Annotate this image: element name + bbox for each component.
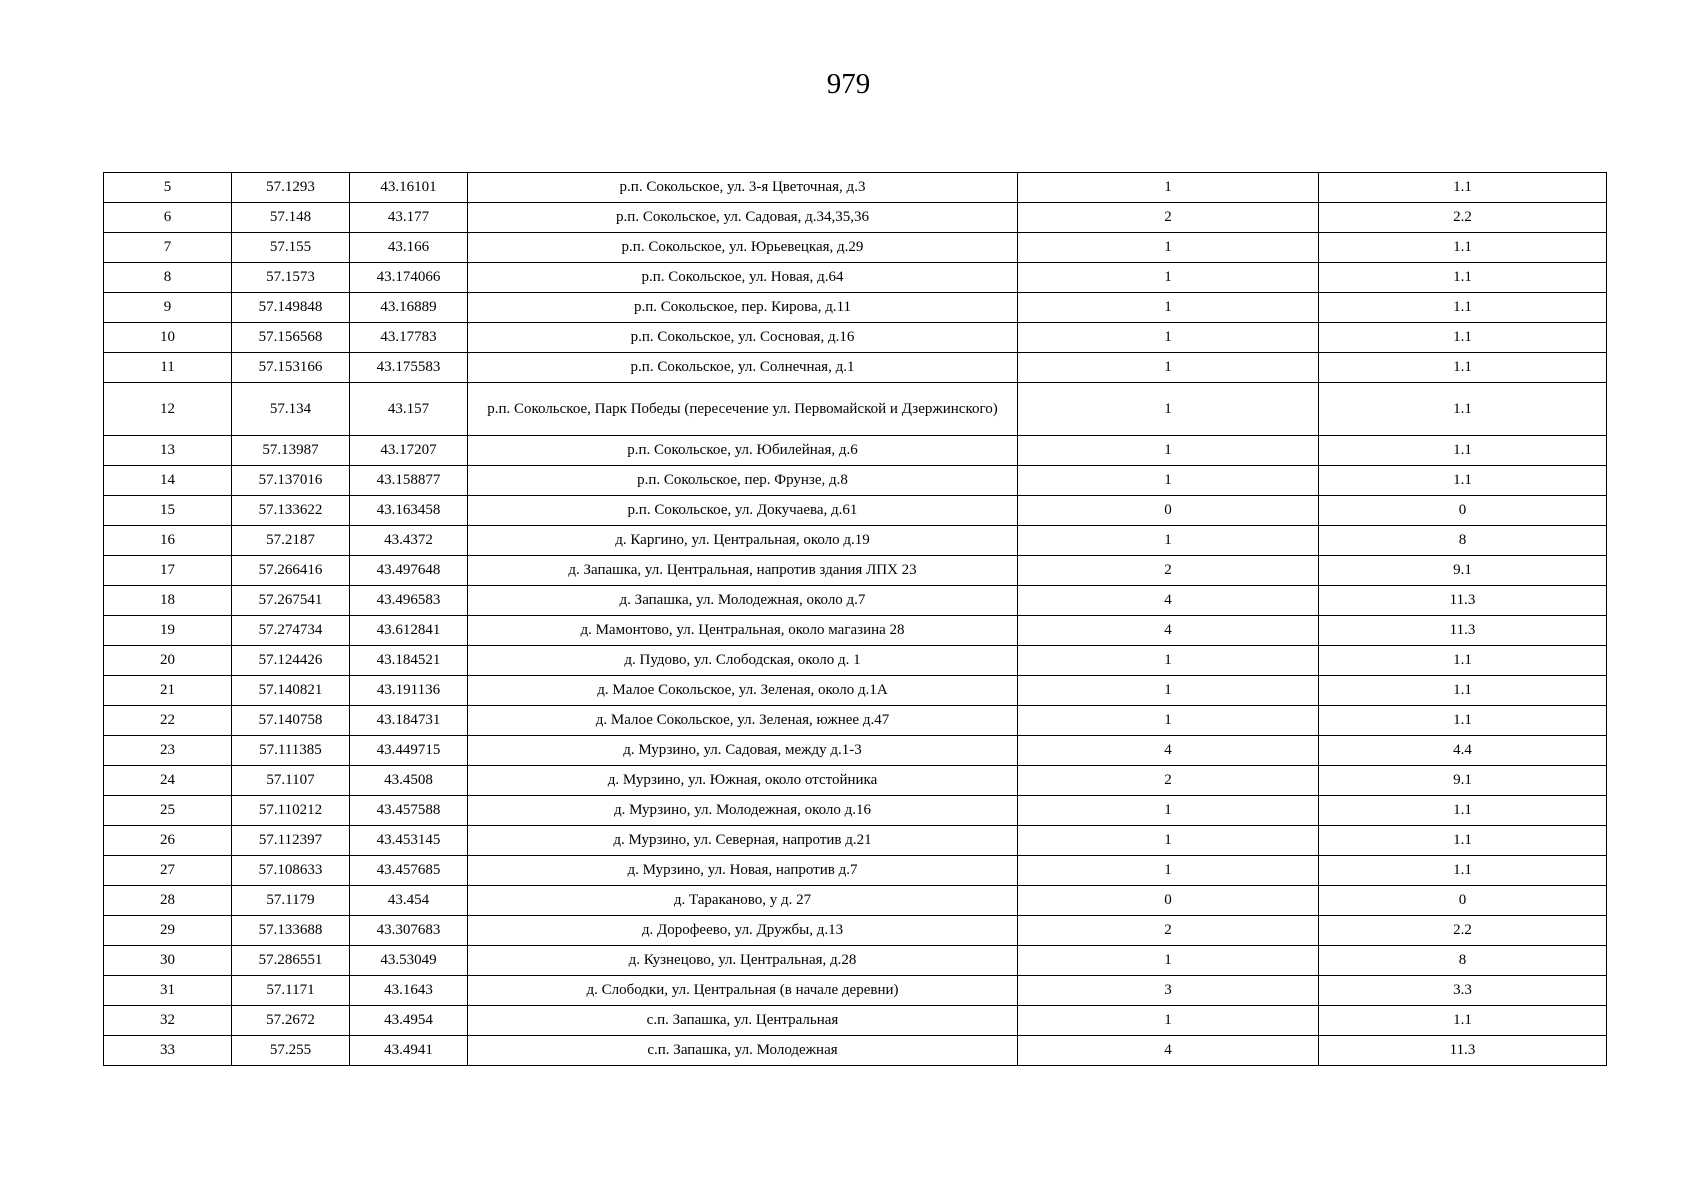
volume-cell: 1.1 (1319, 293, 1607, 323)
row-number-cell: 33 (104, 1036, 232, 1066)
count-cell: 3 (1018, 976, 1319, 1006)
address-cell: д. Дорофеево, ул. Дружбы, д.13 (468, 916, 1018, 946)
volume-cell: 1.1 (1319, 353, 1607, 383)
address-cell: р.п. Сокольское, ул. Сосновая, д.16 (468, 323, 1018, 353)
count-cell: 1 (1018, 466, 1319, 496)
row-number-cell: 20 (104, 646, 232, 676)
volume-cell: 2.2 (1319, 203, 1607, 233)
table-row (104, 766, 1607, 796)
volume-cell: 1.1 (1319, 706, 1607, 736)
volume-cell: 1.1 (1319, 173, 1607, 203)
latitude-cell: 57.140821 (232, 676, 350, 706)
longitude-cell: 43.158877 (350, 466, 468, 496)
address-cell: р.п. Сокольское, ул. Юбилейная, д.6 (468, 436, 1018, 466)
table-row (104, 203, 1607, 233)
count-cell: 1 (1018, 1006, 1319, 1036)
row-number-cell: 31 (104, 976, 232, 1006)
latitude-cell: 57.267541 (232, 586, 350, 616)
table-row (104, 1036, 1607, 1066)
latitude-cell: 57.148 (232, 203, 350, 233)
address-cell: д. Мурзино, ул. Северная, напротив д.21 (468, 826, 1018, 856)
row-number-cell: 15 (104, 496, 232, 526)
longitude-cell: 43.163458 (350, 496, 468, 526)
row-number-cell: 8 (104, 263, 232, 293)
row-number-cell: 27 (104, 856, 232, 886)
latitude-cell: 57.1179 (232, 886, 350, 916)
row-number-cell: 10 (104, 323, 232, 353)
row-number-cell: 25 (104, 796, 232, 826)
address-cell: д. Тараканово, у д. 27 (468, 886, 1018, 916)
latitude-cell: 57.286551 (232, 946, 350, 976)
latitude-cell: 57.112397 (232, 826, 350, 856)
latitude-cell: 57.266416 (232, 556, 350, 586)
table-row (104, 436, 1607, 466)
longitude-cell: 43.457685 (350, 856, 468, 886)
longitude-cell: 43.184731 (350, 706, 468, 736)
count-cell: 2 (1018, 766, 1319, 796)
longitude-cell: 43.177 (350, 203, 468, 233)
data-table (103, 172, 1607, 1066)
count-cell: 1 (1018, 526, 1319, 556)
table-row (104, 976, 1607, 1006)
count-cell: 1 (1018, 946, 1319, 976)
table-row (104, 173, 1607, 203)
row-number-cell: 26 (104, 826, 232, 856)
count-cell: 1 (1018, 856, 1319, 886)
longitude-cell: 43.16101 (350, 173, 468, 203)
latitude-cell: 57.140758 (232, 706, 350, 736)
longitude-cell: 43.4954 (350, 1006, 468, 1036)
volume-cell: 1.1 (1319, 826, 1607, 856)
latitude-cell: 57.1573 (232, 263, 350, 293)
latitude-cell: 57.110212 (232, 796, 350, 826)
row-number-cell: 30 (104, 946, 232, 976)
address-cell: д. Слободки, ул. Центральная (в начале деревни) (468, 976, 1018, 1006)
row-number-cell: 18 (104, 586, 232, 616)
longitude-cell: 43.497648 (350, 556, 468, 586)
page-number: 979 (826, 68, 871, 100)
latitude-cell: 57.13987 (232, 436, 350, 466)
volume-cell: 1.1 (1319, 856, 1607, 886)
latitude-cell: 57.111385 (232, 736, 350, 766)
row-number-cell: 7 (104, 233, 232, 263)
latitude-cell: 57.2187 (232, 526, 350, 556)
volume-cell: 8 (1319, 946, 1607, 976)
count-cell: 4 (1018, 1036, 1319, 1066)
row-number-cell: 9 (104, 293, 232, 323)
table-row (104, 796, 1607, 826)
address-cell: д. Малое Сокольское, ул. Зеленая, южнее д.47 (468, 706, 1018, 736)
longitude-cell: 43.53049 (350, 946, 468, 976)
latitude-cell: 57.1107 (232, 766, 350, 796)
longitude-cell: 43.4508 (350, 766, 468, 796)
longitude-cell: 43.174066 (350, 263, 468, 293)
address-cell: с.п. Запашка, ул. Центральная (468, 1006, 1018, 1036)
row-number-cell: 19 (104, 616, 232, 646)
address-cell: д. Мурзино, ул. Южная, около отстойника (468, 766, 1018, 796)
volume-cell: 8 (1319, 526, 1607, 556)
address-cell: д. Мурзино, ул. Молодежная, около д.16 (468, 796, 1018, 826)
volume-cell: 1.1 (1319, 466, 1607, 496)
volume-cell: 1.1 (1319, 796, 1607, 826)
longitude-cell: 43.184521 (350, 646, 468, 676)
address-cell: р.п. Сокольское, ул. Солнечная, д.1 (468, 353, 1018, 383)
latitude-cell: 57.137016 (232, 466, 350, 496)
count-cell: 1 (1018, 263, 1319, 293)
longitude-cell: 43.4941 (350, 1036, 468, 1066)
volume-cell: 4.4 (1319, 736, 1607, 766)
row-number-cell: 14 (104, 466, 232, 496)
address-cell: с.п. Запашка, ул. Молодежная (468, 1036, 1018, 1066)
longitude-cell: 43.16889 (350, 293, 468, 323)
table-row (104, 383, 1607, 436)
latitude-cell: 57.124426 (232, 646, 350, 676)
volume-cell: 9.1 (1319, 556, 1607, 586)
row-number-cell: 21 (104, 676, 232, 706)
longitude-cell: 43.449715 (350, 736, 468, 766)
table-row (104, 323, 1607, 353)
address-cell: р.п. Сокольское, ул. Садовая, д.34,35,36 (468, 203, 1018, 233)
address-cell: д. Малое Сокольское, ул. Зеленая, около д.1А (468, 676, 1018, 706)
longitude-cell: 43.17783 (350, 323, 468, 353)
address-cell: р.п. Сокольское, Парк Победы (пересечение ул. Первомайской и Дзержинского) (468, 383, 1018, 436)
table-row (104, 736, 1607, 766)
longitude-cell: 43.175583 (350, 353, 468, 383)
latitude-cell: 57.1171 (232, 976, 350, 1006)
count-cell: 1 (1018, 233, 1319, 263)
count-cell: 1 (1018, 323, 1319, 353)
row-number-cell: 29 (104, 916, 232, 946)
latitude-cell: 57.156568 (232, 323, 350, 353)
row-number-cell: 11 (104, 353, 232, 383)
volume-cell: 3.3 (1319, 976, 1607, 1006)
address-cell: р.п. Сокольское, ул. 3-я Цветочная, д.3 (468, 173, 1018, 203)
longitude-cell: 43.17207 (350, 436, 468, 466)
address-cell: д. Мамонтово, ул. Центральная, около магазина 28 (468, 616, 1018, 646)
volume-cell: 1.1 (1319, 1006, 1607, 1036)
count-cell: 1 (1018, 353, 1319, 383)
count-cell: 0 (1018, 886, 1319, 916)
table-row (104, 826, 1607, 856)
address-cell: д. Запашка, ул. Центральная, напротив здания ЛПХ 23 (468, 556, 1018, 586)
table-row (104, 586, 1607, 616)
table-row (104, 1006, 1607, 1036)
count-cell: 1 (1018, 173, 1319, 203)
address-cell: д. Кузнецово, ул. Центральная, д.28 (468, 946, 1018, 976)
longitude-cell: 43.166 (350, 233, 468, 263)
latitude-cell: 57.153166 (232, 353, 350, 383)
longitude-cell: 43.612841 (350, 616, 468, 646)
count-cell: 4 (1018, 586, 1319, 616)
latitude-cell: 57.134 (232, 383, 350, 436)
row-number-cell: 12 (104, 383, 232, 436)
row-number-cell: 28 (104, 886, 232, 916)
volume-cell: 1.1 (1319, 263, 1607, 293)
longitude-cell: 43.1643 (350, 976, 468, 1006)
count-cell: 1 (1018, 293, 1319, 323)
longitude-cell: 43.157 (350, 383, 468, 436)
count-cell: 4 (1018, 616, 1319, 646)
latitude-cell: 57.133688 (232, 916, 350, 946)
longitude-cell: 43.457588 (350, 796, 468, 826)
table-row (104, 556, 1607, 586)
row-number-cell: 5 (104, 173, 232, 203)
volume-cell: 11.3 (1319, 616, 1607, 646)
address-cell: р.п. Сокольское, пер. Кирова, д.11 (468, 293, 1018, 323)
longitude-cell: 43.453145 (350, 826, 468, 856)
address-cell: д. Каргино, ул. Центральная, около д.19 (468, 526, 1018, 556)
table-row (104, 263, 1607, 293)
table-row (104, 526, 1607, 556)
count-cell: 1 (1018, 676, 1319, 706)
latitude-cell: 57.274734 (232, 616, 350, 646)
volume-cell: 11.3 (1319, 1036, 1607, 1066)
count-cell: 4 (1018, 736, 1319, 766)
latitude-cell: 57.1293 (232, 173, 350, 203)
address-cell: р.п. Сокольское, пер. Фрунзе, д.8 (468, 466, 1018, 496)
latitude-cell: 57.108633 (232, 856, 350, 886)
volume-cell: 2.2 (1319, 916, 1607, 946)
volume-cell: 0 (1319, 886, 1607, 916)
longitude-cell: 43.496583 (350, 586, 468, 616)
row-number-cell: 13 (104, 436, 232, 466)
volume-cell: 1.1 (1319, 323, 1607, 353)
table-row (104, 856, 1607, 886)
count-cell: 1 (1018, 436, 1319, 466)
longitude-cell: 43.4372 (350, 526, 468, 556)
longitude-cell: 43.454 (350, 886, 468, 916)
address-cell: д. Мурзино, ул. Садовая, между д.1-3 (468, 736, 1018, 766)
volume-cell: 1.1 (1319, 233, 1607, 263)
latitude-cell: 57.2672 (232, 1006, 350, 1036)
latitude-cell: 57.255 (232, 1036, 350, 1066)
count-cell: 0 (1018, 496, 1319, 526)
table-row (104, 353, 1607, 383)
row-number-cell: 32 (104, 1006, 232, 1036)
row-number-cell: 24 (104, 766, 232, 796)
table-row (104, 466, 1607, 496)
address-cell: д. Мурзино, ул. Новая, напротив д.7 (468, 856, 1018, 886)
count-cell: 1 (1018, 826, 1319, 856)
table-row (104, 496, 1607, 526)
row-number-cell: 23 (104, 736, 232, 766)
table-row (104, 293, 1607, 323)
row-number-cell: 16 (104, 526, 232, 556)
row-number-cell: 17 (104, 556, 232, 586)
count-cell: 1 (1018, 383, 1319, 436)
address-cell: р.п. Сокольское, ул. Докучаева, д.61 (468, 496, 1018, 526)
table-row (104, 706, 1607, 736)
volume-cell: 9.1 (1319, 766, 1607, 796)
volume-cell: 1.1 (1319, 436, 1607, 466)
address-cell: р.п. Сокольское, ул. Новая, д.64 (468, 263, 1018, 293)
table-row (104, 676, 1607, 706)
volume-cell: 1.1 (1319, 383, 1607, 436)
latitude-cell: 57.155 (232, 233, 350, 263)
address-cell: д. Запашка, ул. Молодежная, около д.7 (468, 586, 1018, 616)
count-cell: 2 (1018, 916, 1319, 946)
count-cell: 1 (1018, 796, 1319, 826)
latitude-cell: 57.133622 (232, 496, 350, 526)
volume-cell: 0 (1319, 496, 1607, 526)
count-cell: 1 (1018, 646, 1319, 676)
address-cell: р.п. Сокольское, ул. Юрьевецкая, д.29 (468, 233, 1018, 263)
longitude-cell: 43.191136 (350, 676, 468, 706)
latitude-cell: 57.149848 (232, 293, 350, 323)
address-cell: д. Пудово, ул. Слободская, около д. 1 (468, 646, 1018, 676)
count-cell: 2 (1018, 556, 1319, 586)
table-row (104, 886, 1607, 916)
table-row (104, 916, 1607, 946)
table-body (104, 173, 1607, 1066)
volume-cell: 11.3 (1319, 586, 1607, 616)
table-row (104, 946, 1607, 976)
table-row (104, 616, 1607, 646)
count-cell: 2 (1018, 203, 1319, 233)
table-row (104, 646, 1607, 676)
longitude-cell: 43.307683 (350, 916, 468, 946)
volume-cell: 1.1 (1319, 676, 1607, 706)
count-cell: 1 (1018, 706, 1319, 736)
volume-cell: 1.1 (1319, 646, 1607, 676)
table-row (104, 233, 1607, 263)
row-number-cell: 22 (104, 706, 232, 736)
row-number-cell: 6 (104, 203, 232, 233)
